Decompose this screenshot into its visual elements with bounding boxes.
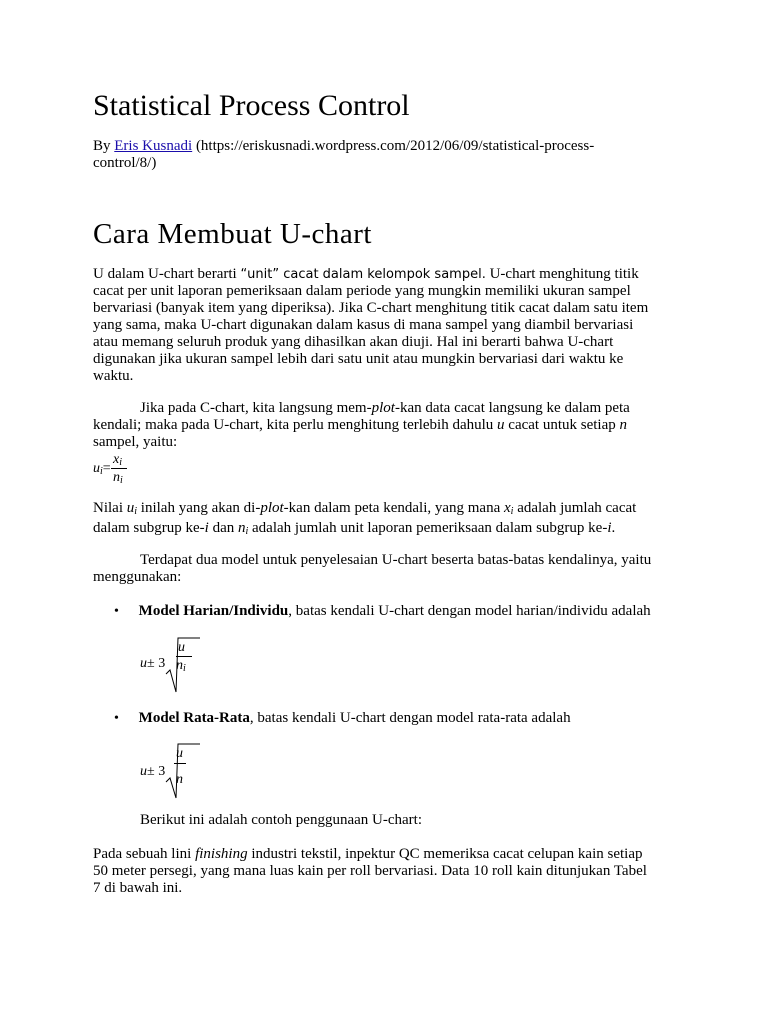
para1-line: digunakan jika ukuran sampel lebih dari satu unit atau mungkin bervariasi dari waktu ke [93, 351, 624, 367]
para3-text: adalah jumlah unit laporan pemeriksaan dalam subgrup ke- [252, 520, 608, 536]
para5-finishing: finishing [195, 846, 248, 862]
formula-ui-den: n [113, 470, 120, 485]
para3-n: n [237, 520, 246, 536]
author-link[interactable]: Eris Kusnadi [114, 138, 193, 154]
example-intro: Berikut ini adalah contoh penggunaan U-chart: [140, 812, 422, 828]
formula-daily-num: u [178, 640, 185, 655]
bullet-item-average [114, 710, 571, 727]
page-title: Statistical Process Control [93, 89, 410, 122]
formula-average [140, 742, 200, 800]
formula-ui-lhs: u [93, 461, 100, 476]
para3-text: inilah yang akan di- [140, 500, 261, 516]
para2-text: Jika pada C-chart, kita langsung mem- [140, 400, 372, 416]
section-heading: Cara Membuat U-chart [93, 218, 372, 250]
formula-daily-pm: ± [147, 656, 155, 671]
para2-n: n [619, 417, 628, 433]
para3-end: . [611, 520, 616, 536]
paragraph-example [93, 846, 693, 897]
formula-ui-numerator [113, 452, 122, 468]
para4-text: Terdapat dua model untuk penyelesaian U-chart beserta batas-batas kendalinya, yaitu [140, 552, 652, 568]
para3-x: x [504, 500, 511, 516]
formula-ui-fraction-bar [111, 468, 127, 469]
paragraph-cchart [93, 400, 693, 451]
source-url: (https://eriskusnadi.wordpress.com/2012/06/09/statistical-process- [195, 138, 595, 154]
formula-avg-num: u [176, 746, 183, 761]
para5-text: 7 di bawah ini. [93, 880, 183, 896]
para3-u-sub: i [134, 506, 138, 517]
bullet-item-daily [114, 603, 651, 620]
para1-text-b: “unit” cacat dalam kelompok sampel. [240, 267, 486, 282]
para1-line: yang sama, maka U-chart digunakan dalam kasus di mana sampel yang diambil bervariasi [93, 317, 634, 333]
formula-avg-u: u [140, 764, 147, 779]
paragraph-models [93, 552, 693, 586]
formula-ui [93, 452, 153, 486]
para3-text: -kan dalam peta kendali, yang mana [283, 500, 501, 516]
para3-text: dan [212, 520, 235, 536]
bullet-icon: • [114, 711, 119, 726]
para1-line: waktu. [93, 368, 134, 384]
formula-daily-den-sub: i [183, 663, 186, 674]
bullet-daily-title: Model Harian/Individu [138, 603, 289, 619]
para1-line: atau memang seluruh produk yang dihasilkan akan diuji. Hal ini berarti bahwa U-chart [93, 334, 614, 350]
bullet-average-text: , batas kendali U-chart dengan model rata-rata adalah [249, 710, 571, 726]
para3-n-sub: i [245, 526, 249, 537]
byline [93, 138, 693, 172]
formula-ui-num-sub: i [119, 457, 122, 468]
para2-text: kendali; maka pada U-chart, kita perlu menghitung terlebih dahulu [93, 417, 494, 433]
bullet-daily-text: , batas kendali U-chart dengan model harian/individu adalah [288, 603, 651, 619]
para1-line: bervariasi (banyak item yang diperiksa). Jika C-chart menghitung titik cacat dalam satu item [93, 300, 649, 316]
paragraph-uvalue [93, 500, 693, 540]
formula-ui-lhs-sub: i [100, 466, 103, 477]
formula-avg-den: n [176, 772, 183, 787]
para2-text: -kan data cacat langsung ke dalam peta [394, 400, 630, 416]
para3-text: dalam subgrup ke- [93, 520, 205, 536]
source-url-cont: control/8/) [93, 155, 157, 171]
para5-text: 50 meter persegi, yang mana luas kain per roll bervariasi. Data 10 roll kain ditunjukan Tabel [93, 863, 647, 879]
para3-i: i [204, 520, 209, 536]
paragraph-intro [93, 266, 693, 385]
para1-line: cacat per unit laporan pemeriksaan dalam periode yang mungkin memiliki ukuran sampel [93, 283, 631, 299]
para1-text-c: U-chart menghitung titik [489, 266, 639, 282]
formula-daily-den: n [176, 658, 183, 673]
formula-ui-num: x [113, 452, 120, 467]
formula-avg-fraction-bar [174, 763, 186, 764]
formula-ui-denominator [113, 470, 123, 486]
bullet-icon: • [114, 604, 119, 619]
formula-daily-u: u [140, 656, 147, 671]
para2-text: cacat untuk setiap [508, 417, 616, 433]
para3-i2: i [607, 520, 612, 536]
para1-text-a: U dalam U-chart berarti [93, 266, 237, 282]
para3-x-sub: i [510, 506, 514, 517]
formula-ui-den-sub: i [120, 475, 123, 486]
formula-daily-three: 3 [158, 656, 166, 671]
para3-text: Nilai [93, 500, 123, 516]
para2-plot: plot [371, 400, 395, 416]
para2-u: u [497, 417, 505, 433]
para3-plot: plot [260, 500, 284, 516]
formula-daily-fraction-bar [176, 656, 192, 657]
bullet-average-title: Model Rata-Rata [138, 710, 250, 726]
formula-avg-pm: ± [147, 764, 155, 779]
byline-by: By [93, 138, 111, 154]
formula-daily [140, 636, 200, 694]
para5-text: Pada sebuah lini [93, 846, 192, 862]
formula-avg-three: 3 [158, 764, 166, 779]
formula-ui-eq: = [102, 461, 111, 476]
para2-text: sampel, yaitu: [93, 434, 178, 450]
para3-text: adalah jumlah cacat [517, 500, 637, 516]
para3-u: u [126, 500, 135, 516]
para4-text: menggunakan: [93, 569, 182, 585]
para5-text: industri tekstil, inpektur QC memeriksa cacat celupan kain setiap [251, 846, 643, 862]
